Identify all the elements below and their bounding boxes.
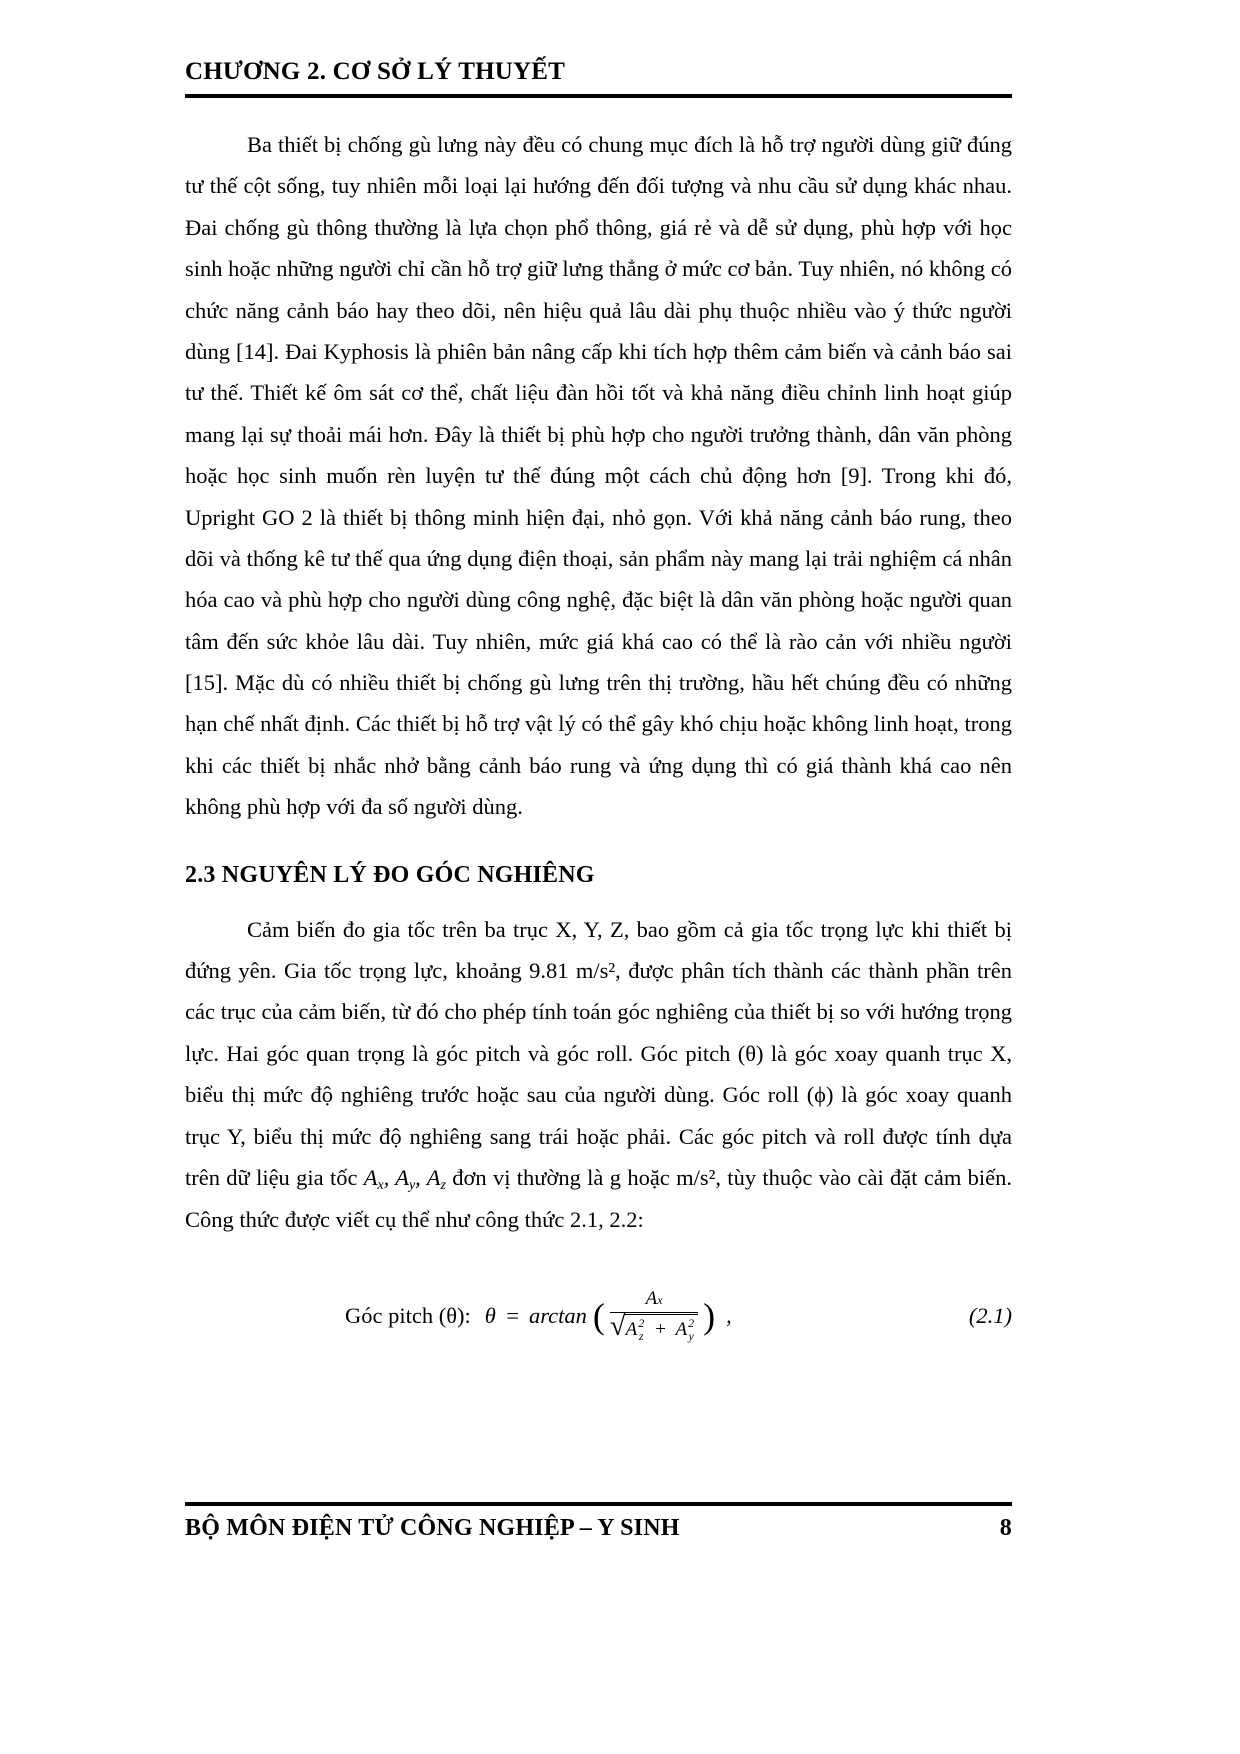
term2-base: A <box>675 1319 688 1341</box>
fraction-numerator <box>640 1288 669 1312</box>
equals-sign: = <box>504 1302 520 1328</box>
chapter-title: CHƯƠNG 2. CƠ SỞ LÝ THUYẾT <box>185 58 566 85</box>
open-paren: ( <box>592 1295 605 1336</box>
term1-scripts <box>638 1317 644 1342</box>
term1-base: A <box>625 1319 638 1341</box>
term1-subscript: z <box>638 1328 644 1343</box>
equation-number: (2.1) <box>968 1302 1012 1328</box>
page-header <box>185 58 1012 98</box>
term2-scripts <box>688 1317 694 1342</box>
section-heading-2-3: 2.3 NGUYÊN LÝ ĐO GÓC NGHIÊNG <box>185 861 595 888</box>
equation-label: Góc pitch (θ): <box>345 1302 471 1328</box>
fraction-denominator <box>610 1313 698 1343</box>
arctan-function: arctan <box>529 1302 587 1328</box>
paragraph-1: Ba thiết bị chống gù lưng này đều có chung mục đích là hỗ trợ người dùng giữ đúng tư thế cột sống, tuy nhiên mỗi loại lại hướng đến đối tượng và nhu cầu sử dụng khác nhau. Đai chống gù thông thường là lựa chọn phổ thông, giá rẻ và dễ sử dụng, phù hợp với học sinh hoặc những người chỉ cần hỗ trợ giữ lưng thẳng ở mức cơ bản. Tuy nhiên, nó không có chức năng cảnh báo hay theo dõi, nên hiệu quả lâu dài phụ thuộc nhiều vào ý thức người dùng [14]. Đai Kyphosis là phiên bản nâng cấp khi tích hợp thêm cảm biến và cảnh báo sai tư thế. Thiết kế ôm sát cơ thể, chất liệu đàn hồi tốt và khả năng điều chỉnh linh hoạt giúp mang lại sự thoải mái hơn. Đây là thiết bị phù hợp cho người trưởng thành, dân văn phòng hoặc học sinh muốn rèn luyện tư thế đúng một cách chủ động hơn [9]. Trong khi đó, Upright GO 2 là thiết bị thông minh hiện đại, nhỏ gọn. Với khả năng cảnh báo rung, theo dõi và thống kê tư thế qua ứng dụng điện thoại, sản phẩm này mang lại trải nghiệm cá nhân hóa cao và phù hợp cho người dùng công nghệ, đặc biệt là dân văn phòng hoặc người quan tâm đến sức khỏe lâu dài. Tuy nhiên, mức giá khá cao có thể là rào cản với nhiều người [15]. Mặc dù có nhiều thiết bị chống gù lưng trên thị trường, hầu hết chúng đều có những hạn chế nhất định. Các thiết bị hỗ trợ vật lý có thể gây khó chịu hoặc không linh hoạt, trong khi các thiết bị nhắc nhở bằng cảnh báo rung và ứng dụng thì có giá thành khá cao nên không phù hợp với đa số người dùng. <box>185 132 1012 820</box>
term2-subscript: y <box>688 1328 694 1343</box>
equation-2-1 <box>185 1268 1012 1364</box>
equation-math <box>485 1288 741 1343</box>
theta-symbol: θ <box>484 1302 496 1328</box>
radicand <box>624 1314 699 1343</box>
plus-sign: + <box>653 1319 667 1341</box>
footer-department: BỘ MÔN ĐIỆN TỬ CÔNG NGHIỆP – Y SINH <box>185 1515 680 1541</box>
page-body <box>185 98 1012 1364</box>
fraction <box>610 1288 698 1343</box>
term2-superscript: 2 <box>688 1316 695 1331</box>
comma: , <box>726 1302 732 1328</box>
footer-page-number: 8 <box>999 1515 1012 1541</box>
close-paren: ) <box>703 1295 716 1336</box>
numerator-subscript: x <box>657 1294 663 1308</box>
paragraph-2: Cảm biến đo gia tốc trên ba trục X, Y, Z, bao gồm cả gia tốc trọng lực khi thiết bị đứng yên. Gia tốc trọng lực, khoảng 9.81 m/s², được phân tích thành các thành phần trên các trục của cảm biến, từ đó cho phép tính toán góc nghiêng của thiết bị so với hướng trọng lực. Hai góc quan trọng là góc pitch và góc roll. Góc pitch (θ) là góc xoay quanh trục X, biểu thị mức độ nghiêng trước hoặc sau của người dùng. Góc roll (ϕ) là góc xoay quanh trục Y, biểu thị mức độ nghiêng sang trái hoặc phải. Các góc pitch và roll được tính dựa trên dữ liệu gia tốc $A_x$, $A_y$, $A_z$ đơn vị thường là g hoặc m/s², tùy thuộc vào cài đặt cảm biến. Công thức được viết cụ thể như công thức 2.1, 2.2: <box>185 916 1013 1232</box>
numerator-base: A <box>645 1288 658 1310</box>
term1-superscript: 2 <box>638 1316 645 1331</box>
page-footer <box>185 1502 1012 1542</box>
sqrt-sign: √ <box>609 1311 626 1343</box>
